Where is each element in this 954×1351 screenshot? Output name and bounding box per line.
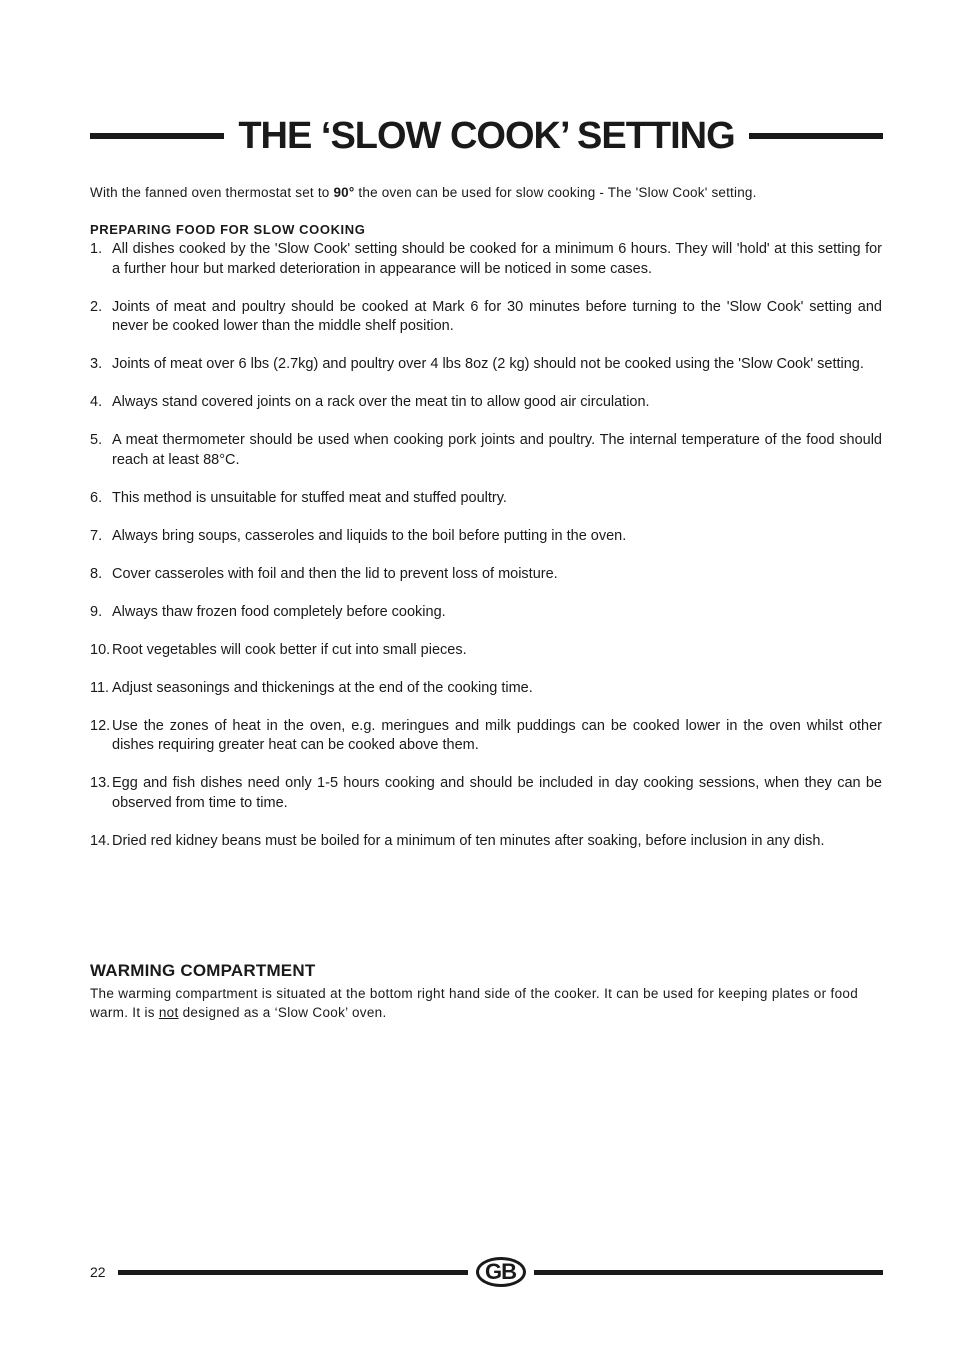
- title-rule-left: [90, 133, 224, 139]
- page-footer: [90, 1255, 883, 1289]
- intro-text-after: the oven can be used for slow cooking - The 'Slow Cook' setting.: [354, 185, 757, 200]
- list-item-number: 8.: [90, 565, 103, 582]
- list-item: [90, 355, 882, 375]
- list-item-text: Always bring soups, casseroles and liquids to the boil before putting in the oven.: [112, 527, 627, 544]
- list-item-number: 1.: [90, 241, 103, 257]
- list-item-text: Always thaw frozen food completely before cooking.: [112, 603, 446, 620]
- intro-paragraph: [90, 184, 882, 202]
- list-item-number: 14.: [90, 832, 111, 849]
- list-item: [90, 240, 882, 279]
- list-item-text: Adjust seasonings and thickenings at the end of the cooking time.: [112, 679, 533, 696]
- list-item-text: Always stand covered joints on a rack over the meat tin to allow good air circulation.: [112, 394, 650, 410]
- list-item-number: 11.: [90, 679, 110, 696]
- title-rule-right: [749, 133, 883, 139]
- list-item-text: Egg and fish dishes need only 1-5 hours cooking and should be included in day cooking sessions, when they can be observed from time to time.: [112, 775, 882, 811]
- list-item: [90, 298, 882, 337]
- list-item-text: Cover casseroles with foil and then the lid to prevent loss of moisture.: [112, 565, 558, 582]
- footer-rule-left: [118, 1270, 468, 1275]
- list-item: [90, 832, 882, 852]
- list-item: [90, 489, 882, 509]
- list-item-number: 2.: [90, 298, 103, 315]
- list-item-number: 3.: [90, 356, 103, 372]
- preparing-heading: PREPARING FOOD FOR SLOW COOKING: [90, 222, 366, 237]
- warming-text-after: designed as a ‘Slow Cook’ oven.: [178, 1005, 387, 1020]
- list-item-number: 10.: [90, 641, 111, 658]
- warming-heading: WARMING COMPARTMENT: [90, 961, 316, 980]
- warming-text-before: The warming compartment is situated at the bottom right hand side of the cooker. It can be used for keeping plates or food warm. It is: [90, 986, 858, 1020]
- page-title: THE ‘SLOW COOK’ SETTING: [238, 115, 735, 157]
- intro-text-before: With the fanned oven thermostat set to: [90, 185, 334, 200]
- list-item-text: Dried red kidney beans must be boiled for a minimum of ten minutes after soaking, before inclusion in any dish.: [112, 832, 825, 849]
- gb-badge: GB: [476, 1257, 526, 1287]
- list-item: [90, 641, 882, 661]
- list-item-text: Root vegetables will cook better if cut into small pieces.: [112, 641, 467, 658]
- intro-temperature: 90°: [333, 185, 355, 200]
- list-item: [90, 565, 882, 585]
- list-item-text: Use the zones of heat in the oven, e.g. meringues and milk puddings can be cooked lower in the oven whilst other dishes requiring greater heat can be cooked above them.: [112, 717, 882, 753]
- list-item: [90, 393, 882, 413]
- list-item-number: 13.: [90, 775, 111, 791]
- list-item-text: This method is unsuitable for stuffed meat and stuffed poultry.: [112, 489, 507, 506]
- list-item: [90, 431, 882, 470]
- list-item: [90, 603, 882, 623]
- list-item-text: All dishes cooked by the 'Slow Cook' setting should be cooked for a minimum 6 hours. They will 'hold' at this setting for a further hour but marked deterioration in appearance will be noticed in some cases.: [112, 241, 882, 277]
- list-item-number: 12.: [90, 717, 111, 734]
- footer-rule-right: [534, 1270, 884, 1275]
- list-item-number: 4.: [90, 394, 103, 410]
- list-item-number: 9.: [90, 603, 103, 620]
- list-item: [90, 527, 882, 547]
- steps-list: [90, 240, 882, 870]
- list-item-text: A meat thermometer should be used when cooking pork joints and poultry. The internal temperature of the food should reach at least 88°C.: [112, 432, 882, 468]
- list-item: [90, 774, 882, 813]
- list-item-number: 5.: [90, 432, 103, 448]
- list-item: [90, 717, 882, 756]
- page-number: 22: [90, 1264, 106, 1280]
- warming-underlined-word: not: [158, 1005, 179, 1020]
- list-item-number: 7.: [90, 527, 103, 544]
- title-row: [90, 112, 883, 160]
- list-item: [90, 679, 882, 699]
- list-item-text: Joints of meat over 6 lbs (2.7kg) and poultry over 4 lbs 8oz (2 kg) should not be cooked using the 'Slow Cook' setting.: [112, 356, 864, 372]
- warming-paragraph: [90, 984, 858, 1022]
- list-item-number: 6.: [90, 489, 103, 506]
- list-item-text: Joints of meat and poultry should be cooked at Mark 6 for 30 minutes before turning to the 'Slow Cook' setting and never be cooked lower than the middle shelf position.: [112, 298, 882, 334]
